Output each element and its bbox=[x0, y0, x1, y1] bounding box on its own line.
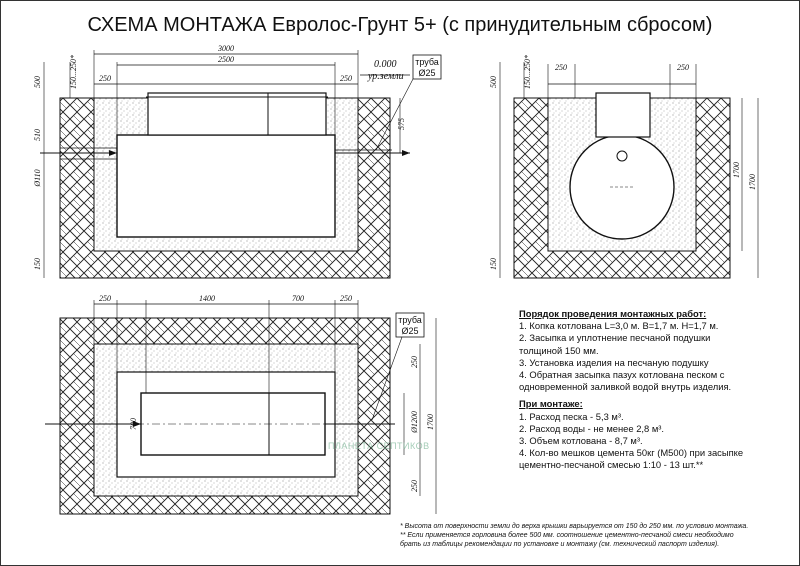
ground-level-label: ур.земли bbox=[368, 71, 404, 82]
footnote: брать из таблицы рекомендации по установке и монтажу (см. технический паспорт изделия). bbox=[400, 541, 720, 548]
notes-item: 4. Кол-во мешков цемента 50кг (М500) при засыпке bbox=[519, 447, 744, 459]
side-dim-total: 3000 bbox=[218, 44, 234, 53]
notes-step: 3. Установка изделия на песчаную подушку bbox=[519, 356, 709, 368]
end-view bbox=[489, 55, 758, 278]
notes-item: 3. Объем котлована - 8,7 м³. bbox=[519, 435, 643, 447]
plan-dim-r3: 1700 bbox=[426, 414, 435, 430]
end-dim-h1: 1700 bbox=[732, 162, 741, 178]
end-dim-h2: 1700 bbox=[748, 174, 757, 190]
plan-dim-a: 250 bbox=[99, 294, 111, 303]
side-dim-cover: 150...250* bbox=[69, 55, 78, 89]
plan-dim-r4: 250 bbox=[410, 480, 419, 492]
end-dim-left: 250 bbox=[555, 63, 567, 72]
notes-step: одновременной заливкой водой внутрь изделия. bbox=[519, 381, 732, 393]
plan-dim-700: 700 bbox=[129, 418, 138, 430]
side-dim-bottom: 150 bbox=[33, 258, 42, 270]
footnotes bbox=[400, 522, 785, 549]
notes-step: 4. Обратная засыпка пазух котлована песком с bbox=[519, 369, 725, 381]
tank-neck-end bbox=[596, 93, 650, 137]
side-dim-510: 510 bbox=[33, 129, 42, 141]
end-dim-bottom: 150 bbox=[489, 258, 498, 270]
notes-item: 2. Расход воды - не менее 2,8 м³. bbox=[519, 422, 665, 434]
side-dim-left: 250 bbox=[99, 74, 111, 83]
side-dim-inlet: Ø110 bbox=[33, 169, 42, 187]
notes-step: 2. Засыпка и уплотнение песчаной подушки bbox=[519, 332, 711, 344]
footnote: ** Если применяется горловина более 500 мм. соотношение цементно-песчаной смеси необходимо bbox=[400, 532, 734, 539]
side-pipe-label-2: Ø25 bbox=[418, 68, 436, 78]
plan-view bbox=[45, 294, 436, 514]
side-dim-right: 250 bbox=[340, 74, 352, 83]
side-view bbox=[33, 44, 441, 278]
plan-pipe-label-1: труба bbox=[398, 315, 422, 325]
end-dim-cover: 150...250* bbox=[523, 55, 532, 89]
end-dim-top-depth: 500 bbox=[489, 76, 498, 88]
side-dim-575: 575 bbox=[397, 118, 406, 130]
tank-body-side bbox=[117, 135, 335, 237]
plan-dim-c: 700 bbox=[292, 294, 304, 303]
side-pipe-label-1: труба bbox=[415, 57, 439, 67]
plan-dim-d: 250 bbox=[340, 294, 352, 303]
notes-heading: Порядок проведения монтажных работ: bbox=[519, 308, 707, 319]
footnote: * Высота от поверхности земли до верха крышки варьируется от 150 до 250 мм. по условию монтажа. bbox=[400, 523, 749, 530]
page-title: СХЕМА МОНТАЖА Евролос-Грунт 5+ (с принудительным сбросом) bbox=[87, 14, 713, 36]
plan-dim-b: 1400 bbox=[199, 294, 215, 303]
side-dim-top-depth: 500 bbox=[33, 76, 42, 88]
tank-neck-side bbox=[148, 93, 326, 135]
watermark-text: ПЛАНЕТА СЕПТИКОВ bbox=[328, 441, 430, 451]
side-dim-inner: 2500 bbox=[218, 55, 234, 64]
notes-heading-2: При монтаже: bbox=[519, 398, 583, 410]
plan-dim-r1: 250 bbox=[410, 356, 419, 368]
ground-level-value: 0.000 bbox=[374, 59, 397, 70]
installation-notes bbox=[519, 308, 789, 472]
notes-step: 1. Копка котлована L=3,0 м. В=1,7 м. Н=1,7 м. bbox=[519, 320, 719, 332]
notes-item: 1. Расход песка - 5,3 м³. bbox=[519, 410, 624, 422]
plan-dim-r2: Ø1200 bbox=[410, 411, 419, 433]
notes-item: цементно-песчаной смесью 1:10 - 13 шт.** bbox=[519, 459, 704, 471]
plan-pipe-label-2: Ø25 bbox=[401, 326, 419, 336]
notes-step: толщиной 150 мм. bbox=[519, 344, 599, 356]
end-dim-right: 250 bbox=[677, 63, 689, 72]
